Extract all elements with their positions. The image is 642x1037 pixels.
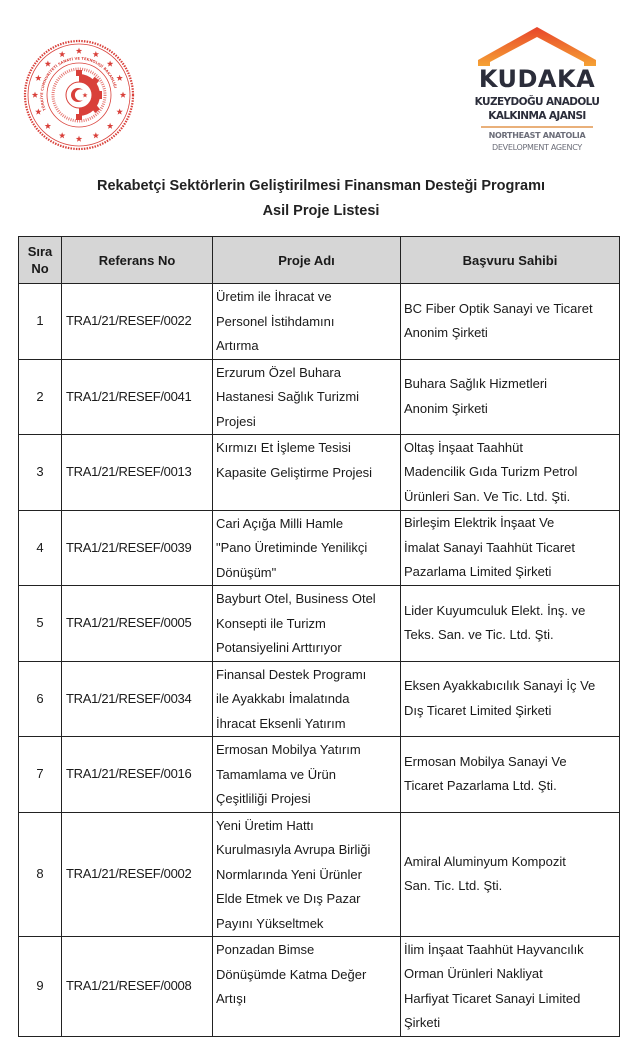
header-sira-line1: Sıra (27, 244, 53, 259)
cell-sira-no: 8 (19, 812, 62, 937)
proje-adi-line: Konsepti ile Turizm (216, 615, 326, 631)
proje-adi-line: Dönüşüm" (216, 564, 277, 580)
proje-adi-line: Dönüşümde Katma Değer (216, 966, 367, 982)
header-proje-adi: Proje Adı (213, 237, 401, 284)
cell-referans-no (62, 586, 213, 662)
kudaka-wordmark: KUDAKA (478, 65, 596, 93)
proje-adi-line: Payını Yükseltmek (216, 915, 324, 931)
cell-referans-no (62, 359, 213, 435)
cell-proje-adi (213, 284, 401, 360)
cell-referans-no (62, 937, 213, 1037)
table-row (19, 359, 620, 435)
seal-star-icon (32, 92, 38, 98)
table-row (19, 937, 620, 1037)
cell-referans-no (62, 737, 213, 813)
cell-basvuru-sahibi (401, 435, 620, 511)
basvuru-sahibi-line: Ticaret Pazarlama Ltd. Şti. (404, 778, 557, 794)
table-row (19, 737, 620, 813)
basvuru-sahibi-line: BC Fiber Optik Sanayi ve Ticaret (404, 300, 593, 316)
seal-star-icon (59, 51, 65, 57)
proje-adi-line: "Pano Üretiminde Yenilikçi (216, 540, 368, 555)
basvuru-sahibi-line: İlim İnşaat Taahhüt Hayvancılık (404, 941, 584, 957)
basvuru-sahibi-line: Ermosan Mobilya Sanayi Ve (404, 753, 567, 769)
seal-star-icon (93, 51, 99, 57)
proje-adi-line: Artışı (216, 991, 247, 1006)
basvuru-sahibi-line: Orman Ürünleri Nakliyat (404, 966, 543, 981)
kudaka-subtitle-line2: KALKINMA AJANSI (488, 110, 586, 122)
table-row (19, 586, 620, 662)
cell-sira-no: 1 (19, 284, 62, 360)
seal-star-icon (116, 108, 122, 114)
basvuru-sahibi-line: Harfiyat Ticaret Sanayi Limited (404, 990, 581, 1006)
basvuru-sahibi-line: Oltaş İnşaat Taahhüt (404, 439, 524, 455)
header-sira-no (19, 237, 62, 284)
seal-star-icon (59, 132, 65, 138)
proje-adi-line: Çeşitliliği Projesi (216, 791, 311, 806)
document-subtitle: Asil Proje Listesi (262, 203, 380, 219)
cell-proje-adi (213, 812, 401, 937)
cell-basvuru-sahibi (401, 586, 620, 662)
referans-no-text: TRA1/21/RESEF/0039 (66, 539, 192, 555)
ministry-seal-logo (22, 38, 136, 152)
seal-star-icon (45, 60, 51, 66)
seal-star-icon (120, 92, 126, 98)
basvuru-sahibi-line: Anonim Şirketi (404, 325, 488, 341)
basvuru-sahibi-line: Amiral Aluminyum Kompozit (404, 853, 566, 869)
cell-proje-adi (213, 435, 401, 511)
seal-star-icon (35, 75, 41, 81)
basvuru-sahibi-line: Anonim Şirketi (404, 400, 488, 416)
basvuru-sahibi-line: Şirketi (404, 1015, 441, 1030)
proje-adi-line: Cari Açığa Milli Hamle (216, 515, 344, 531)
referans-no-text: TRA1/21/RESEF/0002 (66, 866, 192, 881)
basvuru-sahibi-line: Lider Kuyumculuk Elekt. İnş. ve (404, 602, 586, 618)
proje-adi-line: Personel İstihdamını (216, 313, 335, 329)
cell-proje-adi (213, 737, 401, 813)
cell-referans-no (62, 435, 213, 511)
table-row (19, 435, 620, 511)
seal-ring-text: TÜRKİYE CUMHURİYETİ SANAYİ VE TEKNOLOJİ BAKANLIĞI (39, 56, 118, 112)
basvuru-sahibi-line: İmalat Sanayi Taahhüt Ticaret (404, 539, 576, 555)
cell-sira-no: 2 (19, 359, 62, 435)
cell-sira-no: 4 (19, 510, 62, 586)
proje-adi-line: Projesi (216, 413, 256, 429)
proje-adi-line: Ponzadan Bimse (216, 942, 315, 957)
header-referans-no: Referans No (62, 237, 213, 284)
table-header-row (19, 237, 620, 284)
basvuru-sahibi-line: Teks. San. ve Tic. Ltd. Şti. (404, 627, 554, 643)
basvuru-sahibi-line: Madencilik Gıda Turizm Petrol (404, 464, 578, 479)
proje-adi-line: Finansal Destek Programı (216, 666, 367, 682)
cell-referans-no (62, 661, 213, 737)
referans-no-text: TRA1/21/RESEF/0022 (66, 313, 192, 328)
cell-basvuru-sahibi (401, 510, 620, 586)
seal-star-icon (93, 132, 99, 138)
proje-adi-line: Kurulmasıyla Avrupa Birliği (216, 842, 371, 857)
referans-no-text: TRA1/21/RESEF/0008 (66, 978, 192, 994)
proje-adi-line: Erzurum Özel Buhara (216, 364, 341, 380)
basvuru-sahibi-line: Dış Ticaret Limited Şirketi (404, 702, 552, 718)
cell-proje-adi (213, 937, 401, 1037)
proje-adi-line: Ermosan Mobilya Yatırım (216, 742, 361, 757)
basvuru-sahibi-line: Birleşim Elektrik İnşaat Ve (404, 515, 555, 530)
referans-no-text: TRA1/21/RESEF/0041 (66, 388, 192, 404)
cell-sira-no: 7 (19, 737, 62, 813)
cell-proje-adi (213, 661, 401, 737)
referans-no-text: TRA1/21/RESEF/0013 (66, 464, 192, 479)
ministry-seal-graphic (22, 38, 136, 152)
basvuru-sahibi-line: Eksen Ayakkabıcılık Sanayi İç Ve (404, 678, 596, 694)
cell-proje-adi (213, 586, 401, 662)
cell-basvuru-sahibi (401, 812, 620, 937)
referans-no-text: TRA1/21/RESEF/0016 (66, 766, 192, 781)
cell-proje-adi (213, 510, 401, 586)
cell-proje-adi (213, 359, 401, 435)
kudaka-roof-graphic (474, 24, 600, 69)
seal-star-icon (76, 48, 82, 54)
kudaka-english-line1: NORTHEAST ANATOLIA (488, 131, 586, 140)
kudaka-logo (474, 24, 600, 162)
proje-adi-line: Hastanesi Sağlık Turizmi (216, 389, 360, 404)
document-title: Rekabetçi Sektörlerin Geliştirilmesi Finansman Desteği Programı (96, 178, 546, 194)
seal-star-icon (107, 123, 113, 129)
cell-basvuru-sahibi (401, 359, 620, 435)
cell-basvuru-sahibi (401, 661, 620, 737)
basvuru-sahibi-line: Ürünleri San. Ve Tic. Ltd. Şti. (404, 488, 571, 504)
proje-adi-line: Normlarında Yeni Ürünler (216, 866, 362, 882)
project-list-table (18, 236, 620, 1037)
table-row (19, 510, 620, 586)
cell-sira-no: 6 (19, 661, 62, 737)
seal-star-icon (76, 136, 82, 142)
basvuru-sahibi-line: Pazarlama Limited Şirketi (404, 564, 552, 579)
cell-referans-no (62, 812, 213, 937)
cell-sira-no: 5 (19, 586, 62, 662)
cell-basvuru-sahibi (401, 737, 620, 813)
kudaka-divider (481, 126, 593, 128)
cell-basvuru-sahibi (401, 937, 620, 1037)
proje-adi-line: Kapasite Geliştirme Projesi (216, 464, 373, 480)
seal-star-icon (116, 75, 122, 81)
proje-adi-line: Bayburt Otel, Business Otel (216, 591, 376, 606)
table-row (19, 661, 620, 737)
proje-adi-line: ile Ayakkabı İmalatında (216, 691, 350, 706)
proje-adi-line: Potansiyelini Arttırıyor (216, 640, 342, 655)
proje-adi-line: Artırma (216, 338, 259, 353)
cell-sira-no: 3 (19, 435, 62, 511)
proje-adi-line: İhracat Eksenli Yatırım (216, 715, 346, 731)
seal-star-icon (107, 60, 113, 66)
header-basvuru-sahibi: Başvuru Sahibi (401, 237, 620, 284)
proje-adi-line: Kırmızı Et İşleme Tesisi (216, 440, 351, 455)
cell-basvuru-sahibi (401, 284, 620, 360)
table-row (19, 812, 620, 937)
proje-adi-line: Üretim ile İhracat ve (216, 289, 332, 304)
cell-referans-no (62, 284, 213, 360)
basvuru-sahibi-line: San. Tic. Ltd. Şti. (404, 878, 503, 894)
referans-no-text: TRA1/21/RESEF/0034 (66, 690, 192, 706)
header-sira-line2: No (31, 261, 49, 276)
proje-adi-line: Yeni Üretim Hattı (216, 817, 314, 833)
cell-sira-no: 9 (19, 937, 62, 1037)
proje-adi-line: Tamamlama ve Ürün (216, 766, 336, 782)
seal-star-icon (45, 123, 51, 129)
cell-referans-no (62, 510, 213, 586)
basvuru-sahibi-line: Buhara Sağlık Hizmetleri (404, 376, 548, 392)
table-row (19, 284, 620, 360)
referans-no-text: TRA1/21/RESEF/0005 (66, 615, 192, 630)
proje-adi-line: Elde Etmek ve Dış Pazar (216, 891, 361, 906)
kudaka-subtitle-line1: KUZEYDOĞU ANADOLU (474, 96, 600, 108)
kudaka-english-line2: DEVELOPMENT AGENCY (492, 143, 582, 152)
seal-star-icon (35, 108, 41, 114)
